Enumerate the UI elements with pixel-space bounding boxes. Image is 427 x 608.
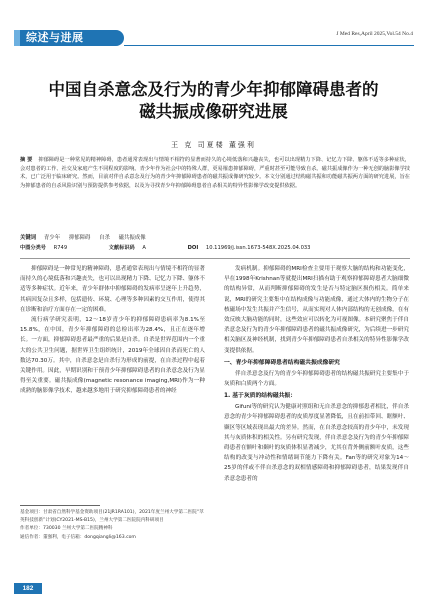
doi-value: 10.11969/j.issn.1673-548X.2025.04.033 bbox=[205, 245, 311, 251]
keyword: 青少年 bbox=[43, 235, 61, 241]
doc-code-value: A bbox=[142, 245, 146, 251]
body-divider bbox=[20, 258, 410, 259]
body-paragraph: Gifuni等的研究认为健康对照组和无自杀意念的抑郁患者相比，伴自杀意念的青少年抑郁障碍患者的皮质厚度显著降低，且在前扣带回、眶额叶、颞区等区域表现出最大的差异。然而，在自杀意念较高的青少年中，未发现其与灰质体积的相关性。另有研究发现，伴自杀意念及行为的青少年抑郁障碍患者在额叶和颞叶的灰质体积显著减少，尤其在背外侧前额叶皮质，这些结构的改变与冲动性和情绪调节能力下降有关。Fan等的研究对象为14～25岁的伴或不伴自杀意念的双相情感障碍和抑郁障碍患者，结果发现伴自杀意念患者的 bbox=[224, 404, 409, 482]
page-number: 182 bbox=[14, 583, 42, 594]
footnote-affiliation: 作者单位：730030 兰州大学第二医院精神科 bbox=[20, 526, 113, 532]
section-label: 综述与进展 bbox=[26, 31, 84, 44]
journal-header bbox=[0, 0, 427, 52]
section-heading: 一、青少年抑郁障碍患者结构磁共振成像研究 bbox=[224, 359, 340, 366]
journal-info: J Med Res,April 2025,Vol.54 No.4 bbox=[336, 31, 413, 37]
abstract-text: 抑郁障碍是一种常见的精神障碍，患者通常表现出与情境不相符的显著而持久的心境低落和兴趣丧失，也可以出现精力下降、记忆力下降、躯体不适等多种症状，会对患者的工作、社交及家庭产生不同程度的影响。青少年作为社会中的特殊人群，更易罹患抑郁障碍，严重时甚至可能导致自杀。磁共振成像作为一种无创的脑影像学技术，已广泛用于临床研究。然而，目前对伴自杀意念及行为的青少年抑郁障碍患者的磁共振成像研究较少。本文分别通过结构磁共振和功能磁共振两方面的研究进展，旨在为抑郁患者的自杀风险识别与预防提供参考依据，以及为寻找青少年抑郁障碍患者自杀相关的特异性影像学改变提供依据。 bbox=[20, 157, 410, 189]
subsection-heading: 1. 基于灰质的结构磁共振： bbox=[224, 393, 297, 400]
abstract bbox=[20, 156, 410, 190]
doi-label: DOI bbox=[187, 245, 199, 251]
keyword: 抑郁障碍 bbox=[68, 235, 91, 241]
classification-line bbox=[20, 244, 410, 253]
keyword: 自杀 bbox=[99, 235, 110, 241]
footnote-rule bbox=[20, 505, 100, 506]
section-band-accent bbox=[14, 30, 20, 46]
header-rule bbox=[124, 45, 414, 46]
right-column bbox=[224, 264, 409, 484]
body-paragraph: 抑郁障碍是一种常见的精神障碍，患者通常表现出与情境不相符的显著而持久的心境低落和兴趣丧失，也可以出现精力下降、记忆力下降、躯体不适等多种症状。近年来，青少年群体中抑郁障碍的发病率呈逐年上升趋势，其病因复杂且多样，包括遗传、环境、心理等多种因素的交互作用，使得其在诊断和治疗方面存在一定的困难。 bbox=[20, 266, 205, 313]
body-paragraph: 流行病学研究表明，12～18岁青少年的抑郁障碍患病率为8.1%至15.8%，在中国，青少年抑郁障碍的总检出率为28.4%，且正在逐年增长。一方面，抑郁障碍患者最严重的后果是自杀。自杀是世界范围内一个重大的公共卫生问题，据世界卫生组织统计，2019年全球因自杀而死亡的人数达70.30万。其中，自杀意念是自杀行为形成的前提，在自杀过程中起着关键作用。因此，早期识别和干预青少年抑郁障碍患者的自杀意念及行为显得至关重要。磁共振成像(magnetic resonance imaging,MRI)作为一种成熟的脑影像学技术，越来越多地用于研究抑郁障碍患者的神经 bbox=[20, 317, 205, 395]
body-paragraph: 伴自杀意念及行为的青少年抑郁障碍患者的结构磁共振研究主要集中于灰质和白质两个方面。 bbox=[224, 370, 409, 388]
clc-label: 中图分类号 bbox=[20, 245, 46, 251]
authors: 王 克 司夏楼 董强利 bbox=[171, 141, 256, 149]
keywords bbox=[20, 234, 410, 243]
left-column bbox=[20, 264, 205, 397]
article-title-line-2: 磁共振成像研究进展 bbox=[139, 102, 288, 121]
body-paragraph: 发病机制。抑郁障碍的MRI检查主要用于观察大脑的结构和功能变化，早在1998年Krishnan等就提出MRI扫描有助于观察抑郁障碍患者大脑细微的结构异常，从而判断抑郁障碍的发生是否与特定脑区损伤相关。简单来说，MRI的研究主要集中在结构成像与功能成像，通过大体内的生物分子在核磁场中发生共振并产生信号，从而实现对人体内部结构的无创成像，在有效反映大脑功能的同时，这些效应可以转化为可视图像。本研究聚焦于伴自杀意念及行为的青少年抑郁障碍患者的磁共振成像研究，为后续进一步研究相关脑区及神经机制，找到青少年抑郁障碍患者自杀相关的特异性影像学改变提供依据。 bbox=[224, 266, 409, 354]
footnotes bbox=[20, 509, 205, 542]
doc-code-label: 文献标识码 bbox=[108, 245, 135, 251]
clc-value: R749 bbox=[53, 245, 68, 251]
footnote-correspondence: 通信作者：董强利，电子信箱：dongqiangli@163.com bbox=[20, 534, 136, 540]
abstract-label: 摘 要 bbox=[20, 157, 33, 163]
keywords-label: 关键词 bbox=[20, 235, 37, 241]
keyword: 磁共振成像 bbox=[118, 235, 146, 241]
footnote-funding: 基金项目：甘肃省自然科学基金资助项目(21JR1RA101)，2021年度兰州大学第二医院“萃英科技创新”计划(CY2021-MS-B15)，兰州大学第二医院院内科研项目 bbox=[20, 510, 204, 523]
article-title-line-1: 中国自杀意念及行为的青少年抑郁障碍患者的 bbox=[48, 80, 379, 99]
